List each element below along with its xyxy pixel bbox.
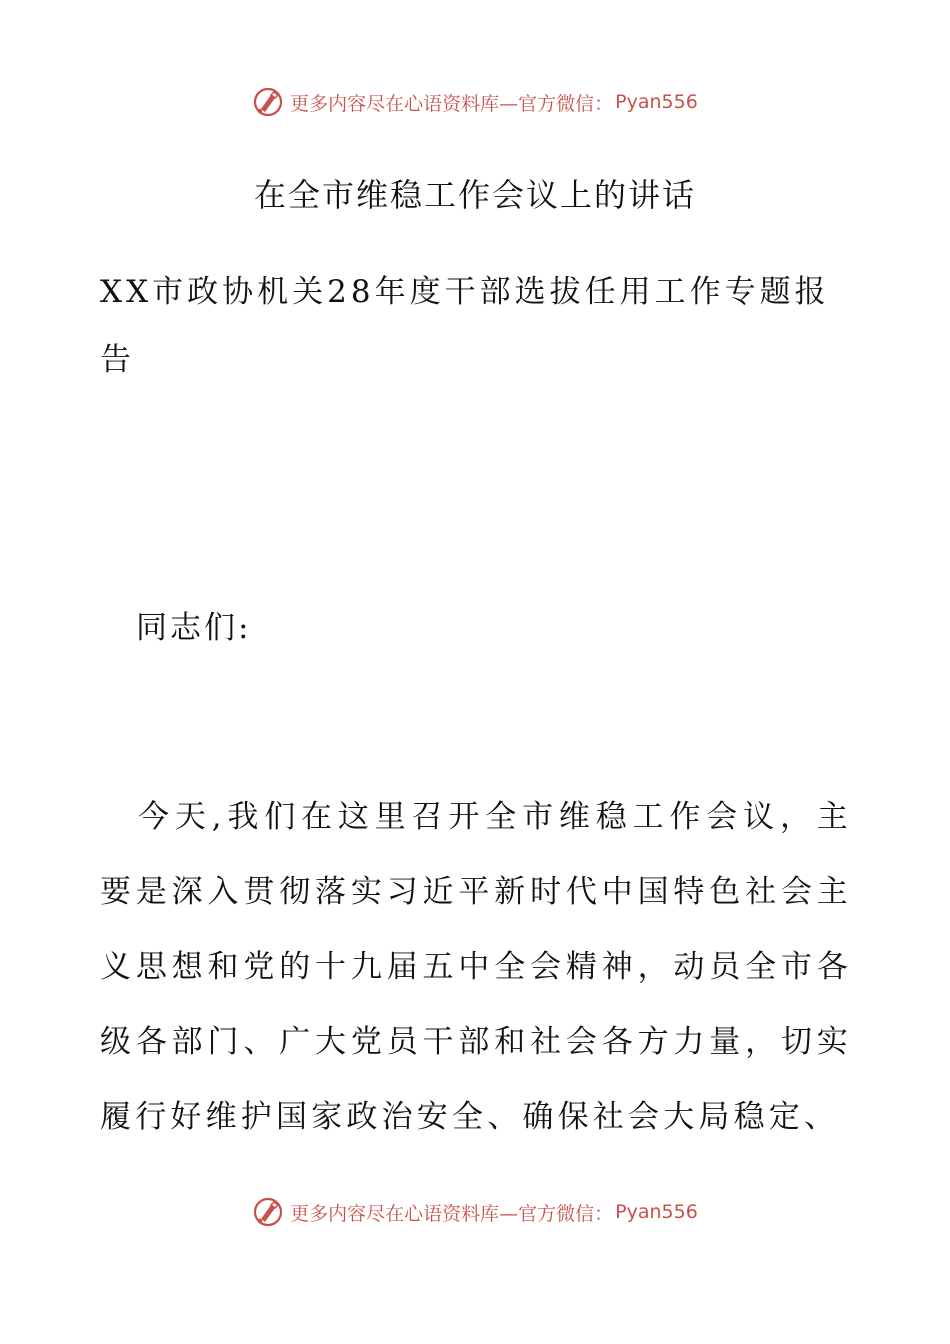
banner-wechat-id: Pyan556 — [615, 1201, 698, 1223]
banner-text: 更多内容尽在心语资料库—官方微信： — [290, 1202, 614, 1225]
banner-wechat-id: Pyan556 — [615, 91, 698, 113]
footer-banner — [0, 1190, 950, 1234]
header-banner — [0, 80, 950, 124]
document-subtitle: XX市政协机关28年度干部选拔任用工作专题报告 — [100, 274, 830, 378]
body-paragraph: 今天,我们在这里召开全市维稳工作会议，主要是深入贯彻落实习近平新时代中国特色社会主义思想和党的十九届五中全会精神，动员全市各级各部门、广大党员干部和社会各方力量，切实履行好维护国家政治安全、确保社会大局稳定、 — [100, 799, 852, 1135]
pen-nib-logo-icon — [252, 1196, 284, 1228]
pen-nib-logo-icon — [252, 86, 284, 118]
document-title: 在全市维稳工作会议上的讲话 — [253, 176, 696, 214]
salutation: 同志们: — [136, 610, 252, 646]
banner-text: 更多内容尽在心语资料库—官方微信： — [290, 92, 614, 115]
